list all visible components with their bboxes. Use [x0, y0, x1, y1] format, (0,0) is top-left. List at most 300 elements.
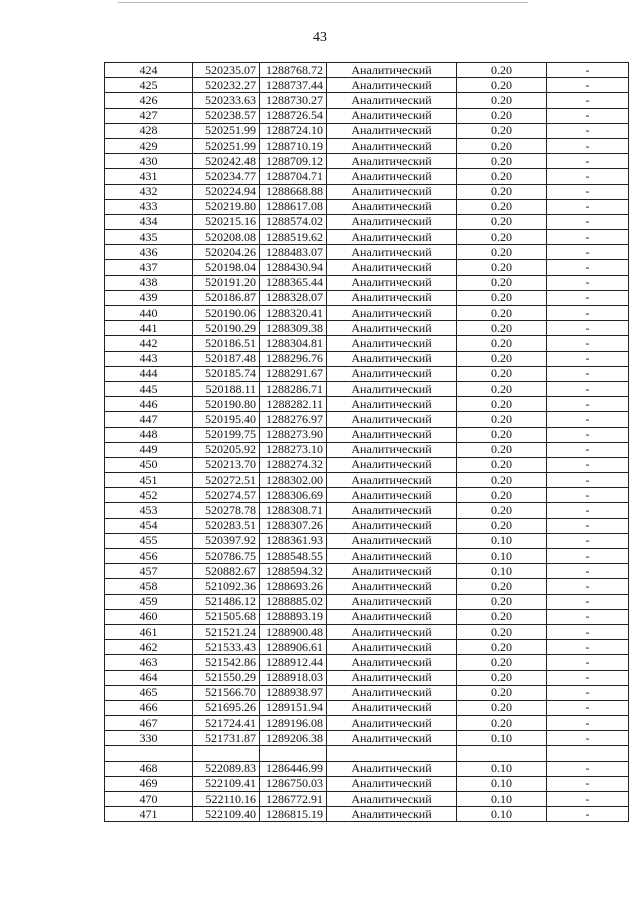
- note-cell: -: [547, 549, 629, 564]
- coordinate-y-cell: 1289206.38: [260, 731, 327, 746]
- coordinate-y-cell: 1288274.32: [260, 457, 327, 472]
- coordinate-y-cell: 1288737.44: [260, 78, 327, 93]
- coordinate-y-cell: 1286815.19: [260, 807, 327, 822]
- note-cell: -: [547, 245, 629, 260]
- table-row: [105, 761, 629, 776]
- table-row: [105, 700, 629, 715]
- note-cell: -: [547, 427, 629, 442]
- coordinates-table-body: [105, 63, 629, 822]
- point-number-cell: 435: [105, 230, 193, 245]
- coordinate-x-cell: 520272.51: [193, 473, 260, 488]
- table-row: [105, 533, 629, 548]
- point-number-cell: 454: [105, 518, 193, 533]
- accuracy-cell: 0.20: [457, 336, 547, 351]
- coordinate-y-cell: 1288307.26: [260, 518, 327, 533]
- note-cell: -: [547, 230, 629, 245]
- point-number-cell: 441: [105, 321, 193, 336]
- coordinate-x-cell: 521521.24: [193, 624, 260, 639]
- table-row: [105, 564, 629, 579]
- note-cell: -: [547, 63, 629, 78]
- coordinate-y-cell: 1288906.61: [260, 640, 327, 655]
- point-number-cell: 452: [105, 488, 193, 503]
- coordinate-x-cell: 520190.80: [193, 397, 260, 412]
- method-cell: Аналитический: [327, 336, 457, 351]
- method-cell: Аналитический: [327, 716, 457, 731]
- accuracy-cell: 0.10: [457, 549, 547, 564]
- table-row: [105, 381, 629, 396]
- table-row: [105, 427, 629, 442]
- point-number-cell: 453: [105, 503, 193, 518]
- note-cell: -: [547, 579, 629, 594]
- point-number-cell: 429: [105, 138, 193, 153]
- method-cell: Аналитический: [327, 685, 457, 700]
- coordinate-x-cell: 520786.75: [193, 549, 260, 564]
- coordinate-x-cell: 520224.94: [193, 184, 260, 199]
- coordinate-y-cell: 1288730.27: [260, 93, 327, 108]
- coordinate-y-cell: 1288365.44: [260, 275, 327, 290]
- note-cell: -: [547, 807, 629, 822]
- accuracy-cell: 0.20: [457, 290, 547, 305]
- empty-cell: [193, 746, 260, 761]
- coordinate-x-cell: 520215.16: [193, 214, 260, 229]
- accuracy-cell: 0.20: [457, 63, 547, 78]
- coordinate-x-cell: 520235.07: [193, 63, 260, 78]
- accuracy-cell: 0.20: [457, 230, 547, 245]
- accuracy-cell: 0.20: [457, 716, 547, 731]
- method-cell: Аналитический: [327, 245, 457, 260]
- coordinate-y-cell: 1288594.32: [260, 564, 327, 579]
- note-cell: -: [547, 776, 629, 791]
- coordinate-x-cell: 521724.41: [193, 716, 260, 731]
- table-row: [105, 245, 629, 260]
- coordinate-y-cell: 1288483.07: [260, 245, 327, 260]
- method-cell: Аналитический: [327, 199, 457, 214]
- coordinate-x-cell: 520251.99: [193, 138, 260, 153]
- accuracy-cell: 0.10: [457, 761, 547, 776]
- coordinate-x-cell: 520397.92: [193, 533, 260, 548]
- method-cell: Аналитический: [327, 776, 457, 791]
- empty-cell: [547, 746, 629, 761]
- note-cell: -: [547, 336, 629, 351]
- method-cell: Аналитический: [327, 138, 457, 153]
- note-cell: -: [547, 366, 629, 381]
- coordinate-y-cell: 1288548.55: [260, 549, 327, 564]
- point-number-cell: 466: [105, 700, 193, 715]
- table-row: [105, 63, 629, 78]
- coordinate-y-cell: 1288704.71: [260, 169, 327, 184]
- table-row: [105, 670, 629, 685]
- point-number-cell: 463: [105, 655, 193, 670]
- coordinate-y-cell: 1288617.08: [260, 199, 327, 214]
- table-row: [105, 321, 629, 336]
- method-cell: Аналитический: [327, 93, 457, 108]
- coordinate-x-cell: 520188.11: [193, 381, 260, 396]
- point-number-cell: 440: [105, 306, 193, 321]
- method-cell: Аналитический: [327, 351, 457, 366]
- method-cell: Аналитический: [327, 321, 457, 336]
- accuracy-cell: 0.20: [457, 138, 547, 153]
- accuracy-cell: 0.20: [457, 275, 547, 290]
- note-cell: -: [547, 321, 629, 336]
- accuracy-cell: 0.20: [457, 457, 547, 472]
- coordinate-x-cell: 520190.06: [193, 306, 260, 321]
- coordinate-y-cell: 1286750.03: [260, 776, 327, 791]
- method-cell: Аналитический: [327, 412, 457, 427]
- method-cell: Аналитический: [327, 442, 457, 457]
- coordinate-y-cell: 1288320.41: [260, 306, 327, 321]
- accuracy-cell: 0.10: [457, 807, 547, 822]
- point-number-cell: 469: [105, 776, 193, 791]
- empty-cell: [457, 746, 547, 761]
- coordinate-x-cell: 521566.70: [193, 685, 260, 700]
- accuracy-cell: 0.20: [457, 427, 547, 442]
- note-cell: -: [547, 685, 629, 700]
- note-cell: -: [547, 78, 629, 93]
- accuracy-cell: 0.20: [457, 184, 547, 199]
- scan-top-edge-line: [118, 2, 528, 3]
- coordinate-x-cell: 520232.27: [193, 78, 260, 93]
- accuracy-cell: 0.20: [457, 579, 547, 594]
- note-cell: -: [547, 199, 629, 214]
- point-number-cell: 445: [105, 381, 193, 396]
- accuracy-cell: 0.20: [457, 503, 547, 518]
- table-row: [105, 624, 629, 639]
- accuracy-cell: 0.20: [457, 518, 547, 533]
- point-number-cell: 443: [105, 351, 193, 366]
- method-cell: Аналитический: [327, 655, 457, 670]
- point-number-cell: 425: [105, 78, 193, 93]
- method-cell: Аналитический: [327, 169, 457, 184]
- coordinate-y-cell: 1288710.19: [260, 138, 327, 153]
- note-cell: -: [547, 640, 629, 655]
- coordinate-x-cell: 520186.51: [193, 336, 260, 351]
- method-cell: Аналитический: [327, 123, 457, 138]
- coordinate-x-cell: 522110.16: [193, 792, 260, 807]
- method-cell: Аналитический: [327, 230, 457, 245]
- note-cell: -: [547, 275, 629, 290]
- coordinate-y-cell: 1286772.91: [260, 792, 327, 807]
- coordinate-x-cell: 520205.92: [193, 442, 260, 457]
- point-number-cell: 433: [105, 199, 193, 214]
- coordinate-y-cell: 1288768.72: [260, 63, 327, 78]
- coordinate-x-cell: 520199.75: [193, 427, 260, 442]
- table-row: [105, 792, 629, 807]
- table-row: [105, 685, 629, 700]
- coordinate-x-cell: 520204.26: [193, 245, 260, 260]
- accuracy-cell: 0.10: [457, 792, 547, 807]
- point-number-cell: 438: [105, 275, 193, 290]
- accuracy-cell: 0.20: [457, 624, 547, 639]
- coordinate-y-cell: 1288668.88: [260, 184, 327, 199]
- method-cell: Аналитический: [327, 564, 457, 579]
- table-row: [105, 731, 629, 746]
- accuracy-cell: 0.20: [457, 670, 547, 685]
- coordinate-x-cell: 521695.26: [193, 700, 260, 715]
- coordinate-x-cell: 522109.40: [193, 807, 260, 822]
- coordinate-y-cell: 1288306.69: [260, 488, 327, 503]
- table-row: [105, 230, 629, 245]
- point-number-cell: 444: [105, 366, 193, 381]
- method-cell: Аналитический: [327, 533, 457, 548]
- point-number-cell: 426: [105, 93, 193, 108]
- coordinate-x-cell: 520213.70: [193, 457, 260, 472]
- table-row: [105, 366, 629, 381]
- coordinate-x-cell: 522109.41: [193, 776, 260, 791]
- method-cell: Аналитический: [327, 275, 457, 290]
- point-number-cell: 427: [105, 108, 193, 123]
- note-cell: -: [547, 457, 629, 472]
- table-row: [105, 275, 629, 290]
- method-cell: Аналитический: [327, 640, 457, 655]
- coordinate-x-cell: 521550.29: [193, 670, 260, 685]
- coordinate-y-cell: 1288282.11: [260, 397, 327, 412]
- coordinate-y-cell: 1288918.03: [260, 670, 327, 685]
- note-cell: -: [547, 655, 629, 670]
- accuracy-cell: 0.20: [457, 488, 547, 503]
- point-number-cell: 447: [105, 412, 193, 427]
- coordinate-x-cell: 521533.43: [193, 640, 260, 655]
- note-cell: -: [547, 700, 629, 715]
- table-row: [105, 351, 629, 366]
- point-number-cell: 468: [105, 761, 193, 776]
- table-row: [105, 214, 629, 229]
- coordinate-x-cell: 520278.78: [193, 503, 260, 518]
- table-row: [105, 336, 629, 351]
- method-cell: Аналитический: [327, 427, 457, 442]
- table-row: [105, 640, 629, 655]
- accuracy-cell: 0.20: [457, 655, 547, 670]
- coordinate-x-cell: 520234.77: [193, 169, 260, 184]
- accuracy-cell: 0.20: [457, 306, 547, 321]
- note-cell: -: [547, 792, 629, 807]
- accuracy-cell: 0.20: [457, 214, 547, 229]
- method-cell: Аналитический: [327, 761, 457, 776]
- note-cell: -: [547, 184, 629, 199]
- coordinate-y-cell: 1288291.67: [260, 366, 327, 381]
- accuracy-cell: 0.20: [457, 609, 547, 624]
- table-row: [105, 488, 629, 503]
- accuracy-cell: 0.20: [457, 473, 547, 488]
- coordinate-y-cell: 1288276.97: [260, 412, 327, 427]
- table-row: [105, 184, 629, 199]
- coordinate-y-cell: 1288724.10: [260, 123, 327, 138]
- accuracy-cell: 0.20: [457, 351, 547, 366]
- note-cell: -: [547, 260, 629, 275]
- point-number-cell: 461: [105, 624, 193, 639]
- table-row: [105, 518, 629, 533]
- table-row: [105, 306, 629, 321]
- point-number-cell: 471: [105, 807, 193, 822]
- table-row: [105, 807, 629, 822]
- coordinate-x-cell: 520238.57: [193, 108, 260, 123]
- empty-cell: [327, 746, 457, 761]
- table-row: [105, 716, 629, 731]
- accuracy-cell: 0.20: [457, 154, 547, 169]
- method-cell: Аналитический: [327, 731, 457, 746]
- table-row: [105, 138, 629, 153]
- coordinate-y-cell: 1288430.94: [260, 260, 327, 275]
- coordinate-y-cell: 1288938.97: [260, 685, 327, 700]
- note-cell: -: [547, 761, 629, 776]
- table-row: [105, 78, 629, 93]
- coordinate-x-cell: 520187.48: [193, 351, 260, 366]
- accuracy-cell: 0.20: [457, 366, 547, 381]
- coordinate-y-cell: 1288885.02: [260, 594, 327, 609]
- accuracy-cell: 0.20: [457, 321, 547, 336]
- note-cell: -: [547, 670, 629, 685]
- coordinate-x-cell: 520191.20: [193, 275, 260, 290]
- table-row: [105, 169, 629, 184]
- coordinate-x-cell: 521092.36: [193, 579, 260, 594]
- coordinate-y-cell: 1288302.00: [260, 473, 327, 488]
- coordinate-x-cell: 520882.67: [193, 564, 260, 579]
- table-row: [105, 473, 629, 488]
- table-row: [105, 412, 629, 427]
- coordinate-y-cell: 1288273.90: [260, 427, 327, 442]
- note-cell: -: [547, 381, 629, 396]
- coordinates-table: [104, 62, 629, 822]
- table-row: [105, 199, 629, 214]
- accuracy-cell: 0.20: [457, 245, 547, 260]
- accuracy-cell: 0.20: [457, 594, 547, 609]
- note-cell: -: [547, 108, 629, 123]
- coordinate-x-cell: 521486.12: [193, 594, 260, 609]
- table-row: [105, 609, 629, 624]
- accuracy-cell: 0.20: [457, 442, 547, 457]
- coordinate-y-cell: 1286446.99: [260, 761, 327, 776]
- accuracy-cell: 0.20: [457, 412, 547, 427]
- table-row: [105, 655, 629, 670]
- point-number-cell: 449: [105, 442, 193, 457]
- table-row: [105, 457, 629, 472]
- coordinate-x-cell: 521542.86: [193, 655, 260, 670]
- method-cell: Аналитический: [327, 594, 457, 609]
- coordinate-y-cell: 1288726.54: [260, 108, 327, 123]
- accuracy-cell: 0.20: [457, 169, 547, 184]
- point-number-cell: 330: [105, 731, 193, 746]
- method-cell: Аналитический: [327, 624, 457, 639]
- point-number-cell: 464: [105, 670, 193, 685]
- accuracy-cell: 0.20: [457, 78, 547, 93]
- accuracy-cell: 0.10: [457, 564, 547, 579]
- coordinate-y-cell: 1288519.62: [260, 230, 327, 245]
- coordinate-x-cell: 522089.83: [193, 761, 260, 776]
- point-number-cell: 460: [105, 609, 193, 624]
- coordinate-x-cell: 520195.40: [193, 412, 260, 427]
- accuracy-cell: 0.20: [457, 199, 547, 214]
- method-cell: Аналитический: [327, 488, 457, 503]
- coordinate-x-cell: 520283.51: [193, 518, 260, 533]
- point-number-cell: 437: [105, 260, 193, 275]
- table-spacer-row: [105, 746, 629, 761]
- coordinate-y-cell: 1288693.26: [260, 579, 327, 594]
- coordinate-y-cell: 1288304.81: [260, 336, 327, 351]
- method-cell: Аналитический: [327, 184, 457, 199]
- note-cell: -: [547, 412, 629, 427]
- table-row: [105, 776, 629, 791]
- accuracy-cell: 0.10: [457, 533, 547, 548]
- coordinate-y-cell: 1288912.44: [260, 655, 327, 670]
- table-row: [105, 108, 629, 123]
- note-cell: -: [547, 290, 629, 305]
- method-cell: Аналитический: [327, 549, 457, 564]
- method-cell: Аналитический: [327, 579, 457, 594]
- point-number-cell: 456: [105, 549, 193, 564]
- accuracy-cell: 0.20: [457, 108, 547, 123]
- table-row: [105, 397, 629, 412]
- point-number-cell: 465: [105, 685, 193, 700]
- point-number-cell: 428: [105, 123, 193, 138]
- method-cell: Аналитический: [327, 154, 457, 169]
- accuracy-cell: 0.20: [457, 260, 547, 275]
- note-cell: -: [547, 169, 629, 184]
- accuracy-cell: 0.20: [457, 685, 547, 700]
- point-number-cell: 442: [105, 336, 193, 351]
- table-row: [105, 290, 629, 305]
- note-cell: -: [547, 93, 629, 108]
- accuracy-cell: 0.10: [457, 731, 547, 746]
- method-cell: Аналитический: [327, 366, 457, 381]
- point-number-cell: 432: [105, 184, 193, 199]
- method-cell: Аналитический: [327, 473, 457, 488]
- coordinate-y-cell: 1289151.94: [260, 700, 327, 715]
- method-cell: Аналитический: [327, 807, 457, 822]
- coordinate-y-cell: 1288900.48: [260, 624, 327, 639]
- method-cell: Аналитический: [327, 108, 457, 123]
- coordinate-y-cell: 1288309.38: [260, 321, 327, 336]
- note-cell: -: [547, 533, 629, 548]
- coordinate-x-cell: 520185.74: [193, 366, 260, 381]
- point-number-cell: 470: [105, 792, 193, 807]
- point-number-cell: 467: [105, 716, 193, 731]
- empty-cell: [260, 746, 327, 761]
- coordinate-y-cell: 1288308.71: [260, 503, 327, 518]
- method-cell: Аналитический: [327, 306, 457, 321]
- coordinate-x-cell: 520198.04: [193, 260, 260, 275]
- accuracy-cell: 0.10: [457, 776, 547, 791]
- note-cell: -: [547, 138, 629, 153]
- point-number-cell: 457: [105, 564, 193, 579]
- method-cell: Аналитический: [327, 214, 457, 229]
- note-cell: -: [547, 442, 629, 457]
- method-cell: Аналитический: [327, 609, 457, 624]
- accuracy-cell: 0.20: [457, 381, 547, 396]
- table-row: [105, 579, 629, 594]
- table-row: [105, 503, 629, 518]
- accuracy-cell: 0.20: [457, 397, 547, 412]
- coordinate-y-cell: 1288296.76: [260, 351, 327, 366]
- method-cell: Аналитический: [327, 397, 457, 412]
- point-number-cell: 439: [105, 290, 193, 305]
- coordinate-x-cell: 520190.29: [193, 321, 260, 336]
- point-number-cell: 431: [105, 169, 193, 184]
- table-row: [105, 123, 629, 138]
- method-cell: Аналитический: [327, 670, 457, 685]
- coordinate-y-cell: 1288574.02: [260, 214, 327, 229]
- accuracy-cell: 0.20: [457, 640, 547, 655]
- point-number-cell: 451: [105, 473, 193, 488]
- coordinate-x-cell: 520233.63: [193, 93, 260, 108]
- note-cell: -: [547, 564, 629, 579]
- accuracy-cell: 0.20: [457, 700, 547, 715]
- coordinate-x-cell: 520274.57: [193, 488, 260, 503]
- coordinate-y-cell: 1289196.08: [260, 716, 327, 731]
- point-number-cell: 459: [105, 594, 193, 609]
- table-row: [105, 93, 629, 108]
- coordinate-x-cell: 520251.99: [193, 123, 260, 138]
- table-row: [105, 260, 629, 275]
- coordinate-x-cell: 520219.80: [193, 199, 260, 214]
